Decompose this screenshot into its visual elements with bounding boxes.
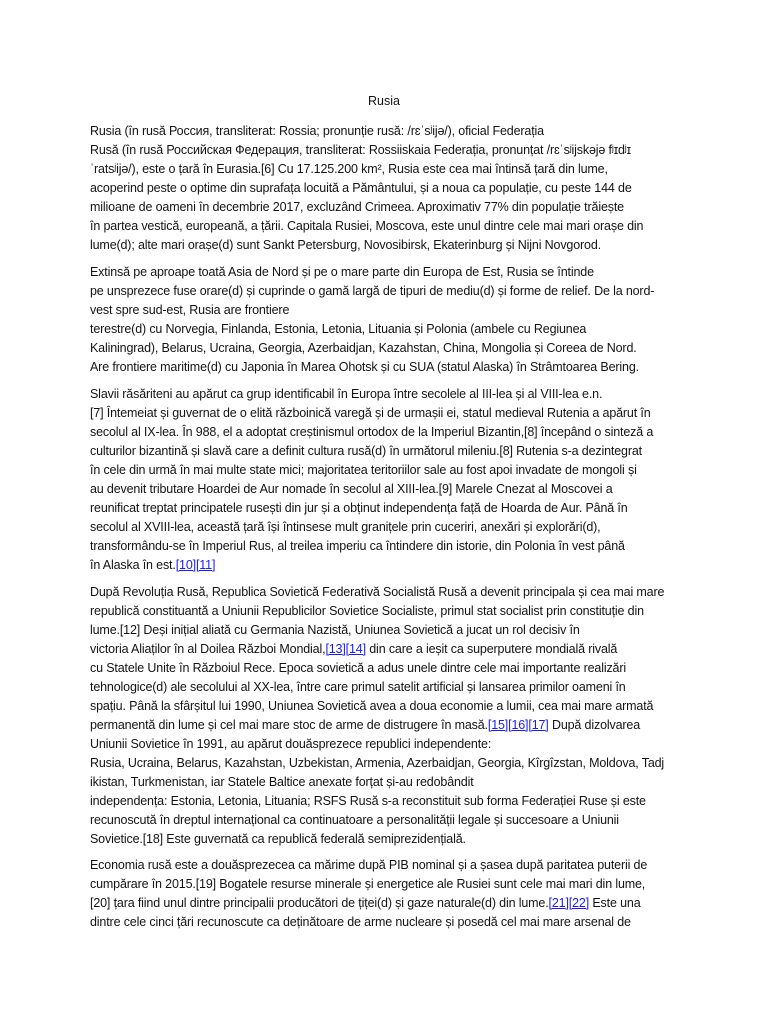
text-line: Are frontiere maritime(d) cu Japonia în Marea Ohotsk și cu SUA (statul Alaska) în Strâmtoarea Bering. [90, 360, 639, 374]
text-segment: victoria Aliaților în al Doilea Război Mondial, [90, 642, 326, 656]
text-line: republică constituantă a Uniunii Republicilor Sovietice Socialiste, primul stat socialist prin constituție din [90, 604, 644, 618]
text-line: Kaliningrad), Belarus, Ucraina, Georgia, Azerbaidjan, Kazahstan, China, Mongolia și Coreea de Nord. [90, 341, 637, 355]
text-line: cu Statele Unite în Războiul Rece. Epoca sovietică a adus unele dintre cele mai importante realizări [90, 661, 626, 675]
paragraph-intro [90, 122, 682, 255]
text-line [90, 716, 682, 735]
text-segment: [20] țara fiind unul dintre principalii producători de țiței(d) și gaze naturale(d) din lume. [90, 896, 549, 910]
text-line: pe unsprezece fuse orare(d) și cuprinde o gamă largă de tipuri de mediu(d) și forme de relief. De la nord- [90, 284, 655, 298]
page-title: Rusia [368, 94, 400, 108]
text-line: secolul al IX-lea. În 988, el a adoptat creștinismul ortodox de la Imperiul Bizantin,[8] începând o sinteză a [90, 425, 654, 439]
text-line: secolul al XVIII-lea, această țară își întinsese mult granițele prin cuceriri, anexări și explorări(d), [90, 520, 601, 534]
text-line: ikistan, Turkmenistan, iar Statele Baltice anexate forțat și-au redobândit [90, 775, 474, 789]
paragraph-soviet [90, 583, 682, 849]
text-line: Rusă (în rusă Российская Федерация, transliterat: Rossiiskaia Federația, pronunțat /rɛˈsʲijskəjə fʲɪdʲɪ [90, 143, 631, 157]
reference-link-13-14[interactable]: [13][14] [325, 642, 366, 656]
text-line: reunificat treptat principatele rusești din jur și a obținut independența față de Hoarda de Aur. Până în [90, 501, 628, 515]
text-line: După Revoluția Rusă, Republica Sovietică Federativă Socialistă Rusă a devenit principala și cea mai mare [90, 585, 665, 599]
reference-link-21-22[interactable]: [21][22] [548, 896, 590, 910]
text-line: Rusia, Ucraina, Belarus, Kazahstan, Uzbekistan, Armenia, Azerbaidjan, Georgia, Kîrgîzstan, Moldova, Tadj [90, 756, 665, 770]
text-line: Uniunii Sovietice în 1991, au apărut douăsprezece republici independente: [90, 737, 492, 751]
text-line: ˈratsʲijə/), este o țară în Eurasia.[6] Cu 17.125.200 km², Rusia este cea mai întinsă țară din lume, [90, 162, 608, 176]
text-segment: Este una [589, 896, 641, 910]
text-segment: din care a ieșit ca superputere mondială rivală [365, 642, 618, 656]
text-segment: După dizolvarea [548, 718, 641, 732]
reference-link-10-11[interactable]: [10][11] [175, 558, 216, 572]
text-line: [7] Întemeiat și guvernat de o elită războinică varegă și de urmașii ei, statul medieval Rutenia a apărut în [90, 406, 651, 420]
text-line: în partea vestică, europeană, a țării. Capitala Rusiei, Moscova, este unul dintre cele mai mari orașe din [90, 219, 644, 233]
text-line: cumpărare în 2015.[19] Bogatele resurse minerale și energetice ale Rusiei sunt cele mai mari din lume, [90, 877, 646, 891]
text-line [90, 894, 682, 913]
text-line: Rusia (în rusă Россия, transliterat: Rossia; pronunție rusă: /rɛˈsʲijə/), oficial Federația [90, 124, 544, 138]
text-line: dintre cele cinci țări recunoscute ca deținătoare de arme nucleare și posedă cel mai mare arsenal de [90, 915, 631, 929]
reference-link-15-17[interactable]: [15][16][17] [487, 718, 549, 732]
text-line: recunoscută în dreptul internațional ca continuatoare a personalității legale și succesoare a Uniunii [90, 813, 619, 827]
text-line: tehnologice(d) ale secolului al XX-lea, între care primul satelit artificial și lansarea primilor oameni în [90, 680, 626, 694]
paragraph-history [90, 385, 682, 575]
text-line: în cele din urmă în mai multe state mici; majoritatea teritoriilor sale au fost apoi invadate de mongoli și [90, 463, 637, 477]
text-line: au devenit tributare Hoardei de Aur nomade în secolul al XIII-lea.[9] Marele Cnezat al Moscovei a [90, 482, 613, 496]
text-line: milioane de oameni în decembrie 2017, excluzând Crimeea. Aproximativ 77% din populație trăiește [90, 200, 624, 214]
text-line: transformându-se în Imperiul Rus, al treilea imperiu ca întindere din istorie, din Polonia în vest până [90, 539, 625, 553]
text-line [90, 556, 682, 575]
text-line: independența: Estonia, Letonia, Lituania; RSFS Rusă s-a reconstituit sub forma Federației Ruse și este [90, 794, 646, 808]
text-line: terestre(d) cu Norvegia, Finlanda, Estonia, Letonia, Lituania și Polonia (ambele cu Regiunea [90, 322, 587, 336]
paragraph-economy [90, 856, 682, 932]
text-line: Sovietice.[18] Este guvernată ca republică federală semiprezidențială. [90, 832, 466, 846]
text-line: Economia rusă este a douăsprezecea ca mărime după PIB nominal și a șasea după paritatea puterii de [90, 858, 648, 872]
paragraph-geography [90, 263, 682, 377]
text-line: lume(d); alte mari orașe(d) sunt Sankt Petersburg, Novosibirsk, Ekaterinburg și Nijni Novgorod. [90, 238, 601, 252]
text-segment: în Alaska în est. [90, 558, 176, 572]
text-segment: permanentă din lume și cel mai mare stoc de arme de distrugere în masă. [90, 718, 488, 732]
text-line: acoperind peste o optime din suprafața locuită a Pământului, și a noua ca populație, cu peste 144 de [90, 181, 632, 195]
text-line: spațiu. Până la sfârșitul lui 1990, Uniunea Sovietică avea a doua economie a lumii, cea mai mare armată [90, 699, 654, 713]
text-line: Extinsă pe aproape toată Asia de Nord și pe o mare parte din Europa de Est, Rusia se întinde [90, 265, 594, 279]
text-line: Slavii răsăriteni au apărut ca grup identificabil în Europa între secolele al III-lea și al VIII-lea e.n. [90, 387, 603, 401]
text-line: culturilor bizantină și slavă care a definit cultura rusă(d) în următorul mileniu.[8] Rutenia s-a dezintegrat [90, 444, 642, 458]
text-line: vest spre sud-est, Rusia are frontiere [90, 303, 290, 317]
text-line [90, 640, 682, 659]
text-line: lume.[12] Deși inițial aliată cu Germania Nazistă, Uniunea Sovietică a jucat un rol decisiv în [90, 623, 580, 637]
